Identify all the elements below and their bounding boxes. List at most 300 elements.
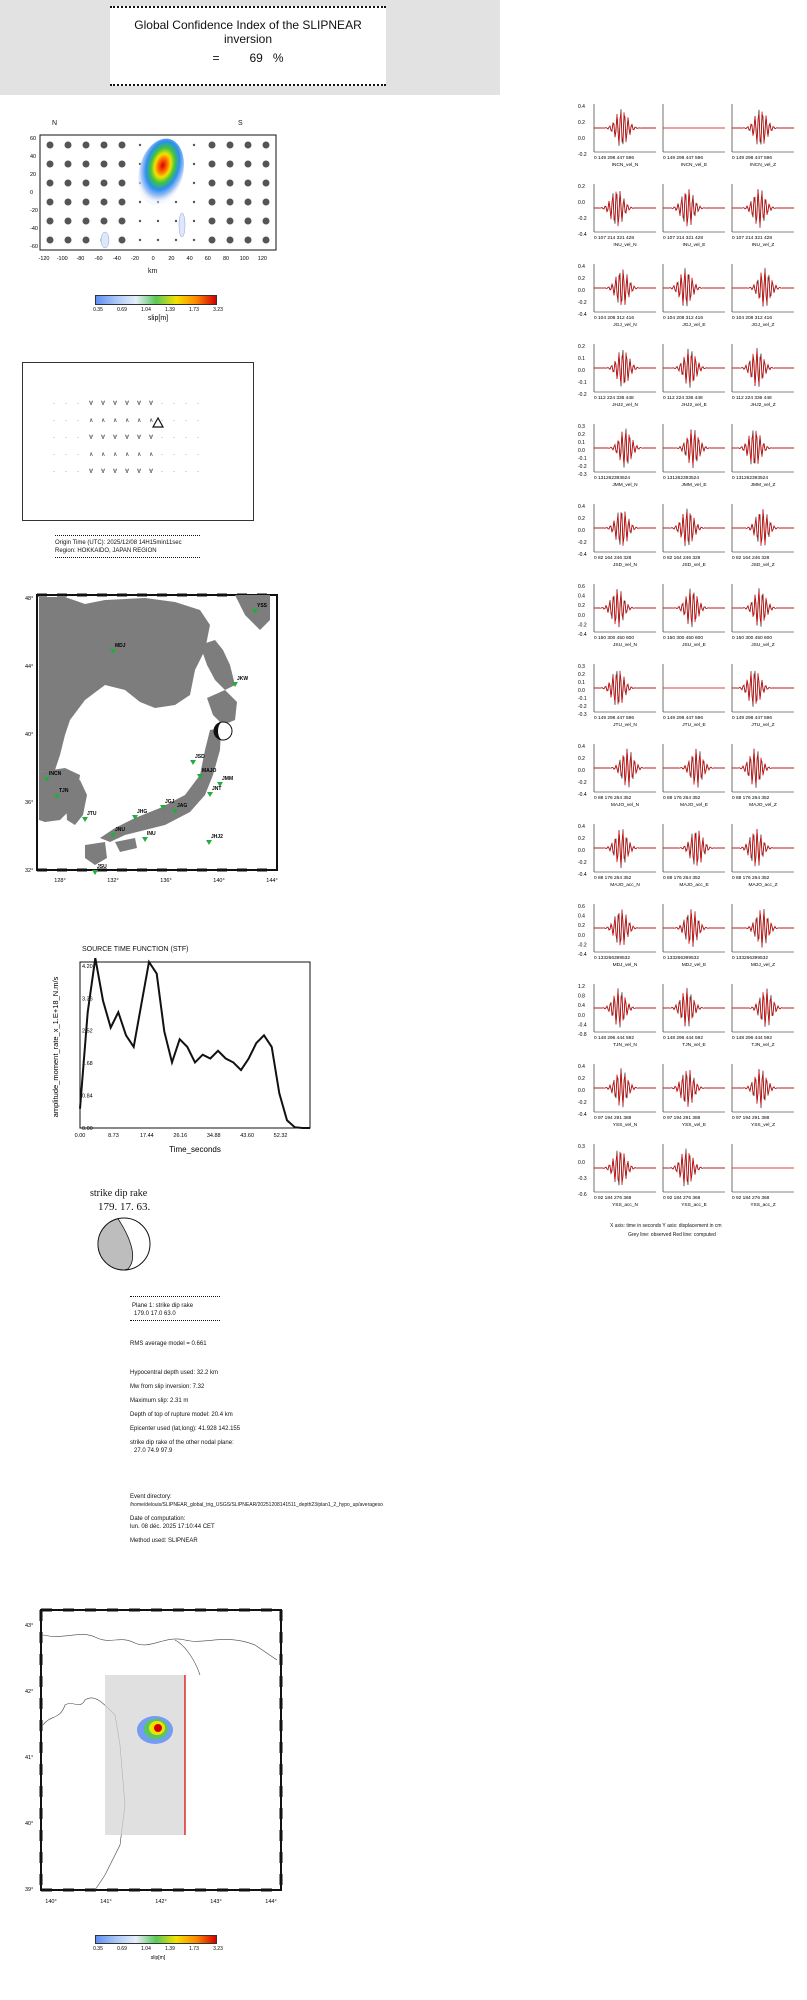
fault-grid-dot: [209, 237, 216, 244]
geomap-lat-tick: 43°: [25, 1623, 34, 1629]
waveform-panel: [594, 504, 656, 568]
wave-computed: [732, 750, 794, 786]
geomap-lat-ticks: [25, 1623, 33, 1893]
waveform-panel: [663, 744, 725, 808]
header-dots-top: [110, 6, 386, 8]
wave-x-ticks: 0 149 298 447 596: [594, 156, 635, 161]
station-grid-mark: ∀: [149, 469, 154, 475]
waveform-panel: [594, 424, 656, 488]
station-grid-mark: ·: [185, 401, 187, 407]
stf-y-tick: 3.36: [82, 996, 93, 1003]
station-grid-mark: ∀: [125, 469, 130, 475]
fault-grid-dot: [245, 218, 252, 225]
waveform-panel: [732, 744, 794, 808]
map-lon-ticks: [54, 878, 277, 884]
station-grid-mark: ·: [197, 418, 199, 424]
wave-component-label: MAJO_acc_E: [679, 883, 709, 888]
colorbar-tick: 1.04: [141, 307, 151, 313]
fault-grid-dot: [209, 142, 216, 149]
waveform-panel: [663, 504, 725, 568]
wave-x-ticks: 0 149 298 447 596: [663, 156, 704, 161]
stf-x-tick: 17.44: [139, 1133, 154, 1139]
wave-y-tick: 1.2: [578, 984, 585, 990]
plane-dots-bottom: [130, 1320, 220, 1321]
station-grid-mark: ·: [185, 452, 187, 458]
date-text: lun. 08 déc. 2025 17:10:44 CET: [130, 1524, 215, 1530]
wave-component-label: MAJO_vel_N: [610, 803, 640, 808]
station-marker: [92, 870, 98, 875]
fault-grid-dot: [119, 199, 126, 206]
fault-x-tick: 80: [222, 256, 230, 262]
fault-x-tick: 60: [204, 256, 211, 262]
wave-component-label: INCN_vel_E: [680, 163, 708, 168]
fault-x-tick: -40: [112, 256, 121, 262]
stf-chart: [38, 952, 318, 1162]
wave-computed: [663, 430, 725, 466]
geomap-lon-ticks: [45, 1899, 276, 1905]
wave-computed: [732, 1070, 794, 1106]
station-grid-mark: ·: [173, 452, 175, 458]
fault-grid-dot: [119, 237, 126, 244]
wave-y-tick: 0.2: [578, 1076, 585, 1082]
waveform-panel: [732, 344, 794, 408]
wave-y-tick: -0.2: [578, 216, 587, 222]
wave-y-tick: -0.2: [578, 152, 587, 158]
station-label: JKW: [237, 676, 249, 682]
station-grid-mark: ·: [77, 469, 79, 475]
fault-grid-dot: [101, 142, 108, 149]
station-grid-mark: ∀: [137, 435, 142, 441]
fault-grid-dot: [65, 237, 72, 244]
wave-computed: [594, 512, 656, 546]
station-grid-mark: ·: [185, 469, 187, 475]
station-label: JMM: [222, 776, 234, 782]
slip-colorbar: [95, 295, 217, 305]
station-grid-mark: ∀: [149, 401, 154, 407]
wave-y-tick: 0.0: [578, 688, 585, 694]
station-grid-mark: ·: [173, 435, 175, 441]
mw-text: Mw from slip inversion: 7.32: [130, 1384, 205, 1390]
fault-grid-dot: [263, 218, 270, 225]
waveform-panel: [594, 904, 656, 968]
beachball: [96, 1216, 152, 1272]
fault-grid-dot: [227, 237, 234, 244]
station-label: JGJ: [165, 799, 175, 805]
wave-component-label: JHJ2_vel_E: [681, 403, 707, 408]
fault-label-n: N: [52, 120, 58, 127]
station-grid-mark: ∀: [89, 401, 94, 407]
station-grid-mark: ·: [197, 435, 199, 441]
station-grid-mark: ∧: [89, 418, 94, 424]
fault-x-tick: 0: [151, 256, 155, 262]
wave-component-label: JSD_vel_E: [682, 563, 706, 568]
fault-grid-dot: [83, 199, 90, 206]
wave-computed: [594, 191, 656, 226]
fault-x-tick: -60: [94, 256, 103, 262]
geomap-lat-tick: 40°: [25, 1821, 34, 1827]
fault-grid-dot: [227, 161, 234, 168]
station-grid-mark: ·: [77, 418, 79, 424]
wave-component-label: TJN_vel_Z: [751, 1043, 775, 1048]
wave-x-ticks: 0 149 298 447 596: [594, 716, 635, 721]
station-grid-mark: ·: [185, 418, 187, 424]
wave-x-ticks: 0 131262393524: [663, 476, 700, 481]
waveform-row: [578, 344, 794, 408]
waveform-panel: [732, 904, 794, 968]
wave-component-label: INCN_vel_Z: [749, 163, 777, 168]
header-panel: [0, 0, 500, 95]
fault-x-tick: -100: [56, 256, 68, 262]
station-grid-mark: ·: [173, 401, 175, 407]
waveform-panel: [663, 104, 725, 168]
wave-computed: [732, 509, 794, 546]
wave-component-label: JSU_vel_Z: [751, 643, 775, 648]
fault-grid-dot: [65, 199, 72, 206]
waveform-panel: [732, 824, 794, 888]
wave-component-label: JMM_vel_E: [681, 483, 707, 488]
colorbar-label: slip[m]: [150, 1955, 166, 1961]
waveform-panel: [663, 664, 725, 728]
wave-component-label: JGJ_vel_E: [682, 323, 706, 328]
fault-grid-dot: [193, 163, 195, 165]
station-label: MDJ: [115, 643, 126, 649]
wave-x-ticks: 0 82 164 246 328: [732, 556, 770, 561]
wave-x-ticks: 0 150 300 450 600: [732, 636, 773, 641]
station-label: MAJO: [202, 768, 217, 774]
stf-plot-frame: [80, 962, 310, 1128]
wave-x-ticks: 0 88 176 264 352: [663, 876, 701, 881]
station-grid-mark: ·: [161, 401, 163, 407]
station-grid-mark: ·: [65, 401, 67, 407]
wave-x-ticks: 0 82 164 246 328: [594, 556, 632, 561]
wave-y-tick: 0.0: [578, 612, 585, 619]
fault-grid-dot: [139, 239, 141, 241]
waveform-panel: [594, 744, 656, 808]
rms-text: RMS average model = 0.661: [130, 1341, 207, 1347]
waveform-panel: [732, 104, 794, 168]
wave-computed: [663, 749, 725, 786]
station-label: TJN: [59, 788, 69, 794]
map-lon-tick: 144°: [266, 878, 278, 884]
wave-observed: [663, 268, 725, 306]
colorbar-tick: 1.04: [141, 1946, 151, 1952]
wave-component-label: YSS_acc_N: [612, 1203, 638, 1208]
map-lon-tick: 140°: [213, 878, 225, 884]
wave-y-tick: -0.3: [578, 1176, 587, 1182]
fault-grid-dot: [139, 144, 141, 146]
station-label: INCN: [49, 771, 62, 777]
fault-grid-dot: [175, 239, 177, 241]
other-plane-values: 27.0 74.9 97.9: [134, 1448, 173, 1454]
colorbar-tick: 0.69: [117, 1946, 127, 1952]
wave-component-label: JSU_vel_N: [613, 643, 637, 648]
wave-y-tick: 0.4: [578, 913, 585, 920]
station-grid-mark: ∀: [137, 469, 142, 475]
header-confidence: [110, 51, 386, 65]
station-grid-mark: ∀: [125, 401, 130, 407]
wave-component-label: JSU_vel_E: [682, 643, 706, 648]
fault-grid-dot: [65, 218, 72, 225]
focal-label: strike dip rake: [90, 1188, 148, 1199]
wave-component-label: MDJ_vel_Z: [750, 963, 776, 968]
waveform-panel: [663, 1144, 725, 1208]
geomap-lon-tick: 140°: [45, 1899, 57, 1905]
station-label: JNU: [115, 827, 126, 833]
fault-grid-dot: [83, 237, 90, 244]
fault-grid-dot: [65, 161, 72, 168]
wave-computed: [732, 431, 794, 464]
fault-grid-dot: [119, 218, 126, 225]
stf-x-label: Time_seconds: [169, 1145, 221, 1154]
wave-component-label: INU_vel_N: [613, 243, 637, 248]
station-grid-mark: ·: [173, 469, 175, 475]
waveform-panel: [663, 184, 725, 248]
station-grid-mark: ·: [197, 469, 199, 475]
wave-y-tick: 0.1: [578, 440, 585, 446]
waveform-row: [578, 904, 794, 968]
waveform-row: [578, 1064, 794, 1128]
fault-y-tick: 60: [30, 136, 37, 142]
waveform-panel: [594, 824, 656, 888]
wave-x-ticks: 0 88 176 264 352: [732, 796, 770, 801]
fault-grid-dot: [139, 201, 141, 203]
wave-x-ticks: 0 107 214 321 428: [663, 236, 704, 241]
station-label: YSS: [257, 603, 268, 609]
origin-dots-bottom: [55, 557, 200, 558]
wave-component-label: JSD_vel_Z: [751, 563, 775, 568]
fault-y-tick: 0: [30, 190, 34, 196]
wave-computed: [594, 589, 656, 627]
wave-x-ticks: 0 149 298 447 596: [663, 716, 704, 721]
waveform-row: [578, 184, 794, 248]
waveform-panel: [663, 824, 725, 888]
waveform-panel: [732, 504, 794, 568]
station-grid-mark: ∧: [113, 418, 118, 424]
station-grid-box: [22, 362, 254, 521]
fault-grid-dot: [119, 142, 126, 149]
confidence-equals: =: [212, 51, 220, 65]
stf-x-tick: 34.88: [206, 1133, 221, 1139]
fault-grid-dot: [157, 220, 159, 222]
wave-component-label: JSD_vel_N: [613, 563, 637, 568]
station-grid-mark: ∧: [101, 418, 106, 424]
wave-y-tick: 0.2: [578, 836, 585, 842]
wave-component-label: YSS_vel_E: [681, 1123, 707, 1128]
focal-values: 179. 17. 63.: [98, 1201, 151, 1213]
fault-plane-shade: [105, 1675, 185, 1835]
wave-computed: [594, 269, 656, 305]
wave-component-label: JHJ2_vel_Z: [750, 403, 776, 408]
wave-y-tick: -0.2: [578, 622, 587, 629]
wave-y-tick: -0.3: [578, 712, 587, 718]
stf-x-tick: 8.73: [108, 1133, 119, 1139]
wave-x-ticks: 0 97 194 291 388: [594, 1116, 632, 1121]
wave-y-tick: -0.4: [578, 312, 587, 318]
wave-y-tick: 0.4: [578, 1064, 585, 1070]
wave-y-tick: 0.8: [578, 993, 585, 1000]
waveform-panel: [594, 184, 656, 248]
wave-component-label: JGJ_vel_Z: [751, 323, 775, 328]
wave-component-label: MAJO_vel_Z: [749, 803, 777, 808]
wave-y-tick: 0.6: [578, 584, 585, 590]
geomap-lat-tick: 42°: [25, 1689, 34, 1695]
wave-y-tick: -0.1: [578, 456, 587, 462]
fault-grid-dot: [83, 180, 90, 187]
stf-x-ticks: [75, 1133, 288, 1139]
station-grid-mark: ·: [197, 452, 199, 458]
wave-computed: [594, 352, 656, 383]
fault-grid-dot: [119, 161, 126, 168]
wave-x-ticks: 0 97 194 291 388: [663, 1116, 701, 1121]
wave-y-tick: -0.2: [578, 704, 587, 710]
wave-y-tick: -0.3: [578, 472, 587, 478]
stf-title: SOURCE TIME FUNCTION (STF): [82, 946, 189, 953]
wave-component-label: JTU_vel_N: [613, 723, 637, 728]
map-lat-tick: 44°: [25, 664, 34, 670]
wave-x-ticks: 0 88 176 264 352: [594, 876, 632, 881]
geomap-lon-tick: 143°: [210, 1899, 222, 1905]
fault-grid-dot: [65, 142, 72, 149]
wave-computed: [594, 1152, 656, 1185]
wave-computed: [663, 271, 725, 305]
wave-y-tick: 0.2: [578, 756, 585, 762]
wave-y-tick: 0.0: [578, 528, 585, 534]
wave-y-tick: 0.4: [578, 504, 585, 510]
plane-header: Plane 1: strike dip rake: [132, 1303, 194, 1309]
wave-component-label: MDJ_vel_E: [681, 963, 707, 968]
station-grid-mark: ·: [65, 418, 67, 424]
station-grid-mark: ·: [161, 469, 163, 475]
waveform-row: [578, 984, 794, 1048]
wave-y-tick: 0.0: [578, 136, 585, 142]
wave-y-tick: -0.2: [578, 1100, 587, 1106]
colorbar-tick: 0.35: [93, 1946, 103, 1952]
fault-grid-dot: [193, 239, 195, 241]
wave-y-tick: -0.6: [578, 1192, 587, 1198]
fault-y-tick: -20: [30, 208, 38, 214]
wave-computed: [594, 909, 656, 945]
station-grid-mark: ∧: [149, 418, 154, 424]
fault-grid-dot: [209, 180, 216, 187]
wave-y-tick: 0.0: [578, 200, 585, 206]
wave-x-ticks: 0 92 184 276 368: [663, 1196, 701, 1201]
waveform-panel: [663, 424, 725, 488]
wave-computed: [663, 1071, 725, 1107]
fault-grid-dot: [83, 161, 90, 168]
wave-y-tick: -0.8: [578, 1032, 587, 1038]
fault-grid-dot: [47, 180, 54, 187]
fault-grid-dot: [209, 199, 216, 206]
station-grid-mark: ∀: [89, 469, 94, 475]
wave-computed: [732, 989, 794, 1027]
station-label: JTU: [87, 811, 97, 817]
stf-x-tick: 52.32: [273, 1133, 288, 1139]
wave-legend-axes: X axis: time in seconds Y axis: displacement in cm: [610, 1223, 722, 1229]
wave-x-ticks: 0 149 298 447 596: [732, 716, 773, 721]
waveform-panel: [594, 584, 656, 648]
fault-grid-dot: [101, 218, 108, 225]
geomap-lon-tick: 144°: [265, 1899, 277, 1905]
wave-y-tick: -0.4: [578, 552, 587, 558]
station-grid-mark: ·: [77, 401, 79, 407]
fault-grid-dot: [47, 199, 54, 206]
waveform-panel: [732, 1064, 794, 1128]
colorbar-tick: 1.73: [189, 1946, 199, 1952]
station-grid-mark: ∀: [101, 401, 106, 407]
colorbar-tick: 0.35: [93, 307, 103, 313]
wave-x-ticks: 0 107 214 321 428: [732, 236, 773, 241]
stf-y-label: amplitude_moment_rate_x_1.E+18_N.m/s: [51, 976, 60, 1118]
station-grid-mark: ∧: [113, 452, 118, 458]
waveform-panel: [732, 584, 794, 648]
station-grid-mark: ·: [185, 435, 187, 441]
wave-y-tick: 0.4: [578, 264, 585, 270]
station-grid-plot: [23, 363, 253, 520]
fault-grid-dot: [83, 142, 90, 149]
colorbar-tick: 0.69: [117, 307, 127, 313]
wave-component-label: INU_vel_E: [682, 243, 706, 248]
wave-component-label: JGJ_vel_N: [613, 323, 637, 328]
waveform-row: [578, 424, 794, 488]
fault-grid-dot: [227, 142, 234, 149]
station-grid-mark: ·: [161, 418, 163, 424]
station-grid-mark: ·: [53, 418, 55, 424]
event-dir-label: Event directory:: [130, 1494, 172, 1500]
map-lat-tick: 40°: [25, 732, 34, 738]
map-lon-tick: 132°: [107, 878, 119, 884]
fault-grid-dot: [245, 237, 252, 244]
colorbar-tick: 3.23: [213, 307, 223, 313]
station-grid-mark: ∀: [113, 401, 118, 407]
slip-colorbar-ticks: [90, 305, 230, 327]
confidence-value: 69: [249, 51, 263, 65]
fault-grid-dot: [119, 180, 126, 187]
station-grid-mark: ∧: [125, 418, 130, 424]
wave-x-ticks: 0 104 208 312 416: [594, 316, 635, 321]
wave-component-label: INCN_vel_N: [611, 163, 639, 168]
station-label: JNT: [212, 786, 222, 792]
slip-patch-geo: [137, 1716, 173, 1744]
fault-grid-dot: [193, 144, 195, 146]
plane-dots-top: [130, 1296, 220, 1297]
confidence-unit: %: [272, 51, 284, 65]
fault-grid-dot: [227, 199, 234, 206]
fault-x-tick: -120: [38, 256, 50, 262]
waveform-row: [578, 504, 794, 568]
wave-x-ticks: 0 150 300 450 600: [663, 636, 704, 641]
event-dir: /home/delouis/SLIPNEAR_global_trig_USGS/SLIPNEAR/20251208141511_depth23/plan1_2_hypo_up/averageso: [130, 1502, 383, 1508]
wave-y-tick: -0.2: [578, 392, 587, 398]
geomap-lat-tick: 41°: [25, 1755, 34, 1761]
wave-y-tick: -0.4: [578, 792, 587, 798]
colorbar-tick: 1.73: [189, 307, 199, 313]
waveform-panel: [663, 344, 725, 408]
station-grid-mark: ∀: [149, 435, 154, 441]
station-grid-mark: ∧: [125, 452, 130, 458]
fault-grid-dot: [245, 180, 252, 187]
station-grid-mark: ·: [53, 401, 55, 407]
waveform-panel: [663, 904, 725, 968]
station-grid-mark: ·: [161, 435, 163, 441]
stf-x-tick: 26.16: [173, 1133, 188, 1139]
wave-x-ticks: 0 148 296 444 592: [594, 1036, 635, 1041]
waveform-row: [578, 264, 794, 328]
wave-observed: [663, 429, 725, 468]
wave-computed: [594, 990, 656, 1024]
wave-y-tick: -0.2: [578, 860, 587, 866]
origin-region: Region: HOKKAIDO, JAPAN REGION: [55, 548, 157, 554]
station-grid-mark: ·: [161, 452, 163, 458]
